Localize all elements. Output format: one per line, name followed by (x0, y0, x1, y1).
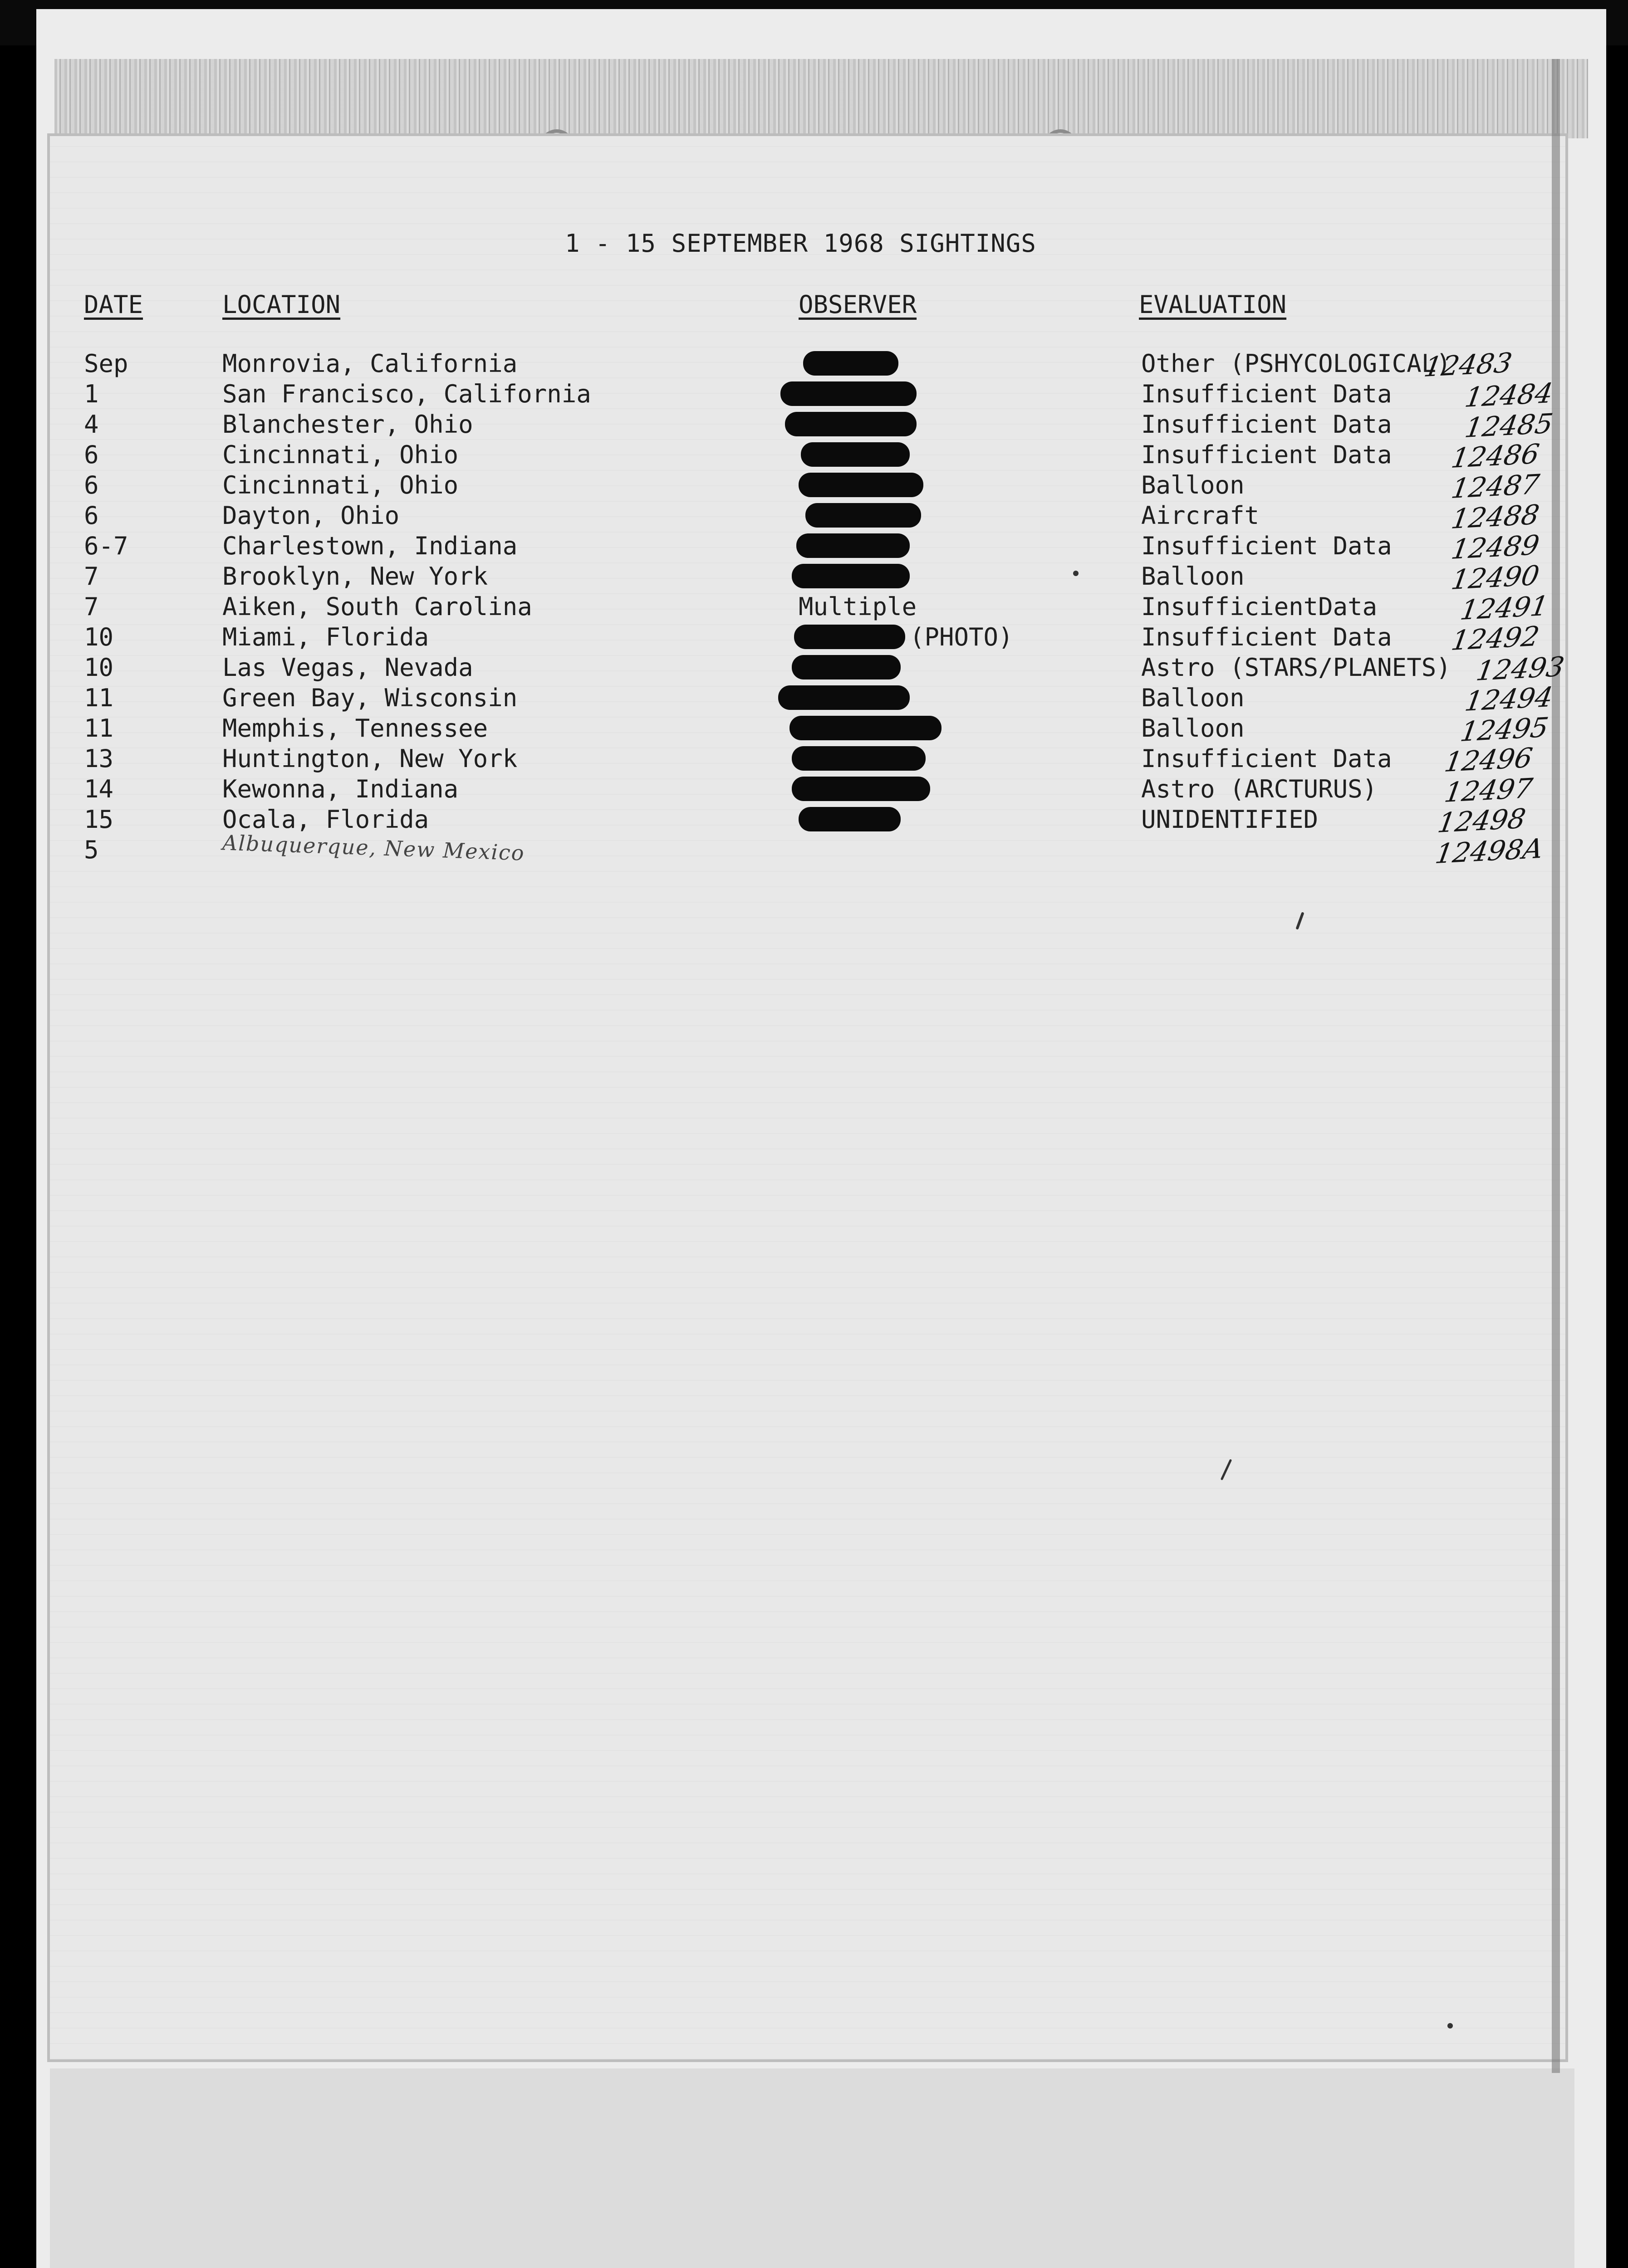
row-date: 4 (84, 410, 99, 439)
row-location: Las Vegas, Nevada (222, 653, 473, 682)
row-location: San Francisco, California (222, 380, 591, 408)
row-date: 11 (84, 714, 114, 743)
redaction-mark (789, 716, 941, 740)
header-observer: OBSERVER (799, 290, 917, 319)
row-evaluation: Astro (STARS/PLANETS) (1141, 653, 1451, 682)
row-location: Blanchester, Ohio (222, 410, 473, 439)
table-row (0, 681, 1628, 718)
backing-sheet (50, 2068, 1574, 2268)
table-row (0, 529, 1628, 566)
row-case-number: 12488 (1449, 499, 1542, 535)
row-case-number: 12494 (1462, 681, 1555, 718)
row-location-handwritten: Albuquerque, New Mexico (222, 830, 525, 865)
row-case-number: 12484 (1462, 377, 1555, 414)
row-evaluation: Insufficient Data (1141, 623, 1392, 651)
redaction-mark (801, 442, 910, 467)
ink-speck (1073, 571, 1079, 576)
row-evaluation: Balloon (1141, 471, 1245, 499)
table-row (0, 408, 1628, 444)
redaction-mark (780, 381, 917, 406)
table-row (0, 377, 1628, 414)
row-case-number: 12493 (1474, 651, 1567, 687)
row-case-number: 12492 (1449, 621, 1542, 657)
header-date: DATE (84, 290, 143, 319)
row-date: 5 (84, 836, 99, 864)
row-case-number: 12495 (1458, 712, 1551, 748)
row-case-number: 12497 (1442, 772, 1535, 809)
row-location: Green Bay, Wisconsin (222, 684, 518, 712)
row-evaluation: Astro (ARCTURUS) (1141, 775, 1378, 803)
row-date: Sep (84, 349, 128, 378)
row-observer: Multiple (799, 592, 917, 621)
row-date: 7 (84, 592, 99, 621)
row-location: Monrovia, California (222, 349, 518, 378)
row-evaluation: Insufficient Data (1141, 380, 1392, 408)
row-location: Ocala, Florida (222, 805, 429, 834)
row-evaluation: Other (PSHYCOLOGICAL) (1141, 349, 1451, 378)
row-evaluation: Balloon (1141, 714, 1245, 743)
row-date: 7 (84, 562, 99, 591)
row-date: 11 (84, 684, 114, 712)
document-title: 1 - 15 SEPTEMBER 1968 SIGHTINGS (565, 229, 1036, 258)
row-date: 6-7 (84, 532, 128, 560)
row-case-number: 12486 (1449, 438, 1542, 474)
row-location: Cincinnati, Ohio (222, 471, 459, 499)
redaction-mark (792, 655, 901, 679)
row-case-number: 12498 (1435, 803, 1528, 839)
redaction-mark (803, 351, 898, 376)
row-case-number: 12490 (1449, 560, 1542, 596)
row-evaluation: InsufficientData (1141, 592, 1378, 621)
table-row (0, 712, 1628, 748)
row-evaluation: Aircraft (1141, 501, 1260, 530)
row-evaluation: Insufficient Data (1141, 744, 1392, 773)
redaction-mark (805, 503, 921, 528)
row-location: Brooklyn, New York (222, 562, 488, 591)
row-case-number: 12496 (1442, 742, 1535, 778)
row-location: Kewonna, Indiana (222, 775, 459, 803)
table-row (0, 590, 1628, 626)
row-case-number: 12483 (1422, 347, 1515, 383)
row-case-number: 12498A (1433, 832, 1545, 870)
redaction-mark (792, 777, 930, 801)
header-location: LOCATION (222, 290, 341, 319)
row-date: 10 (84, 653, 114, 682)
redaction-mark (794, 625, 905, 649)
table-row (0, 499, 1628, 535)
table-row (0, 438, 1628, 474)
ink-speck (1447, 2023, 1453, 2028)
torn-binding-strip (54, 59, 1588, 138)
row-evaluation: Insufficient Data (1141, 410, 1392, 439)
row-evaluation: Balloon (1141, 562, 1245, 591)
redaction-mark (799, 473, 923, 497)
row-case-number: 12489 (1449, 529, 1542, 566)
row-evaluation: Insufficient Data (1141, 532, 1392, 560)
row-date: 15 (84, 805, 114, 834)
row-location: Huntington, New York (222, 744, 518, 773)
row-location: Charlestown, Indiana (222, 532, 518, 560)
row-location: Dayton, Ohio (222, 501, 400, 530)
redaction-mark (792, 564, 910, 588)
redaction-mark (796, 533, 910, 558)
row-date: 13 (84, 744, 114, 773)
row-location: Memphis, Tennessee (222, 714, 488, 743)
table-row (0, 560, 1628, 596)
table-row (0, 772, 1628, 809)
table-row (0, 742, 1628, 778)
row-evaluation: Balloon (1141, 684, 1245, 712)
row-evaluation: UNIDENTIFIED (1141, 805, 1319, 834)
table-row (0, 651, 1628, 687)
row-case-number: 12487 (1449, 469, 1542, 505)
table-row (0, 347, 1628, 383)
redaction-mark (799, 807, 901, 831)
row-case-number: 12485 (1462, 408, 1555, 444)
row-date: 6 (84, 471, 99, 499)
scanned-page (36, 9, 1606, 2268)
row-date: 1 (84, 380, 99, 408)
table-row (0, 469, 1628, 505)
row-date: 6 (84, 501, 99, 530)
redaction-mark (785, 412, 917, 436)
row-observer: (PHOTO) (910, 623, 1013, 651)
row-case-number: 12491 (1458, 590, 1551, 626)
row-date: 10 (84, 623, 114, 651)
row-date: 6 (84, 440, 99, 469)
row-location: Miami, Florida (222, 623, 429, 651)
table-row (0, 621, 1628, 657)
row-date: 14 (84, 775, 114, 803)
redaction-mark (778, 685, 910, 710)
table-row (0, 830, 1628, 870)
row-evaluation: Insufficient Data (1141, 440, 1392, 469)
row-location: Aiken, South Carolina (222, 592, 532, 621)
row-location: Cincinnati, Ohio (222, 440, 459, 469)
header-evaluation: EVALUATION (1139, 290, 1287, 319)
redaction-mark (792, 746, 926, 771)
